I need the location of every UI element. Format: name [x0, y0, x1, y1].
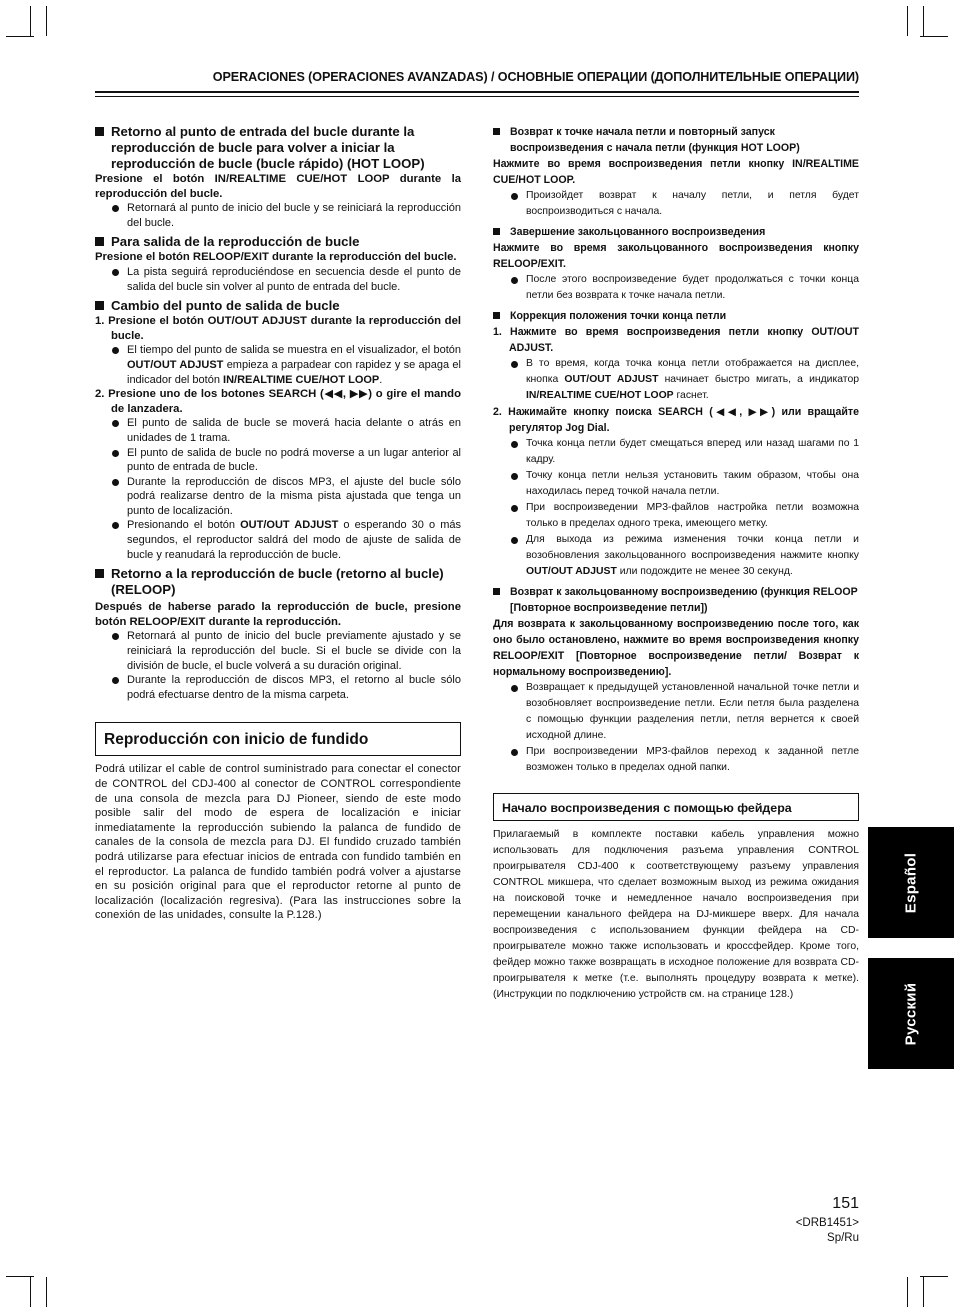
list-item: Retornará al punto de inicio del bucle y se reiniciará la reproducción del bucle.: [95, 201, 461, 230]
square-bullet-icon: [95, 301, 104, 310]
section-title: Завершение закольцованного воспроизведения: [493, 224, 859, 240]
bullet-icon: [112, 677, 119, 684]
fader-start-heading: Reproducción con inicio de fundido: [95, 722, 461, 756]
crop-mark: [30, 6, 31, 36]
section-title: Retorno al punto de entrada del bucle durante la reproducción de bucle para volver a iniciar la reproducción de bucle (bucle rápido) (HOT LOOP): [95, 124, 461, 172]
list-item: Возвращает к предыдущей установленной начальной точке петли и возобновляет воспроизведение петли. Если петля была разделена с помощью функции разделения петли, петля вернется к своей исходной длине.: [493, 680, 859, 744]
page-number: 151: [832, 1195, 859, 1212]
list-item: El punto de salida de bucle se moverá hacia delante o atrás en unidades de 1 trama.: [95, 416, 461, 445]
header-rule: [95, 91, 859, 93]
tab-espanol-label: Español: [902, 852, 920, 913]
crop-mark: [6, 1276, 34, 1277]
list-item: Точка конца петли будет смещаться вперед или назад шагами по 1 кадру.: [493, 436, 859, 468]
list-item: Durante la reproducción de discos MP3, el retorno al bucle sólo podrá efectuarse dentro de la misma carpeta.: [95, 673, 461, 702]
crop-mark: [923, 6, 924, 36]
fader-start-text: Прилагаемый в комплекте поставки кабель управления можно использовать для подключения разъема управления CONTROL проигрывателя CDJ-400 к соответствующему разъему управления CONTROL микшера, что сделает возможным выход из режима ожидания на поисковой точке и немедленное начало воспроизведения при перемещении канального фейдера на DJ-микшере вверх. Для начала воспроизведения с использованием функции фейдера на CD-проигрывателе можно также использовать и кроссфейдер. Кроме того, фейдер можно также возвращать в исходное положение для возврата CD-проигрывателя к метке (т.е. выполнять процедуру возврата к метке). (Инструкции по подключению устройств см. на странице 128.): [493, 829, 859, 1000]
section-title: Retorno a la reproducción de bucle (retorno al bucle) (RELOOP): [95, 566, 461, 598]
list-item: La pista seguirá reproduciéndose en secuencia desde el punto de salida del bucle sin volver al punto de entrada del bucle.: [95, 265, 461, 294]
bullet-icon: [112, 633, 119, 640]
list-item: Presionando el botón OUT/OUT ADJUST o esperando 30 o más segundos, el reproductor saldrá del modo de ajuste de salida de bucle y reanudará la reproducción de bucle.: [95, 518, 461, 562]
bullet-icon: [511, 441, 518, 448]
step: 2. Нажимайте кнопку поиска SEARCH (◀◀, ▶▶) или вращайте регулятор Jog Dial.: [493, 406, 859, 434]
step: 1. Presione el botón OUT/OUT ADJUST durante la reproducción del bucle.: [95, 315, 461, 342]
bullet-icon: [112, 450, 119, 457]
section-title: Возврат к закольцованному воспроизведению (функция RELOOP [Повторное воспроизведение петли]): [493, 584, 859, 616]
list-item: Durante la reproducción de discos MP3, el ajuste del bucle sólo podrá realizarse dentro de la misma pista ajustada que tenga un punto de localización.: [95, 475, 461, 519]
instruction: Presione el botón RELOOP/EXIT durante la reproducción del bucle.: [95, 251, 457, 264]
list-item: После этого воспроизведение будет продолжаться с точки конца петли без возврата к точке начала петли.: [493, 272, 859, 304]
fader-start-text: Podrá utilizar el cable de control suministrado para conectar el conector de CONTROL del CDJ-400 al conector de CONTROL correspondiente de una consola de mezcla para DJ Pioneer, siendo de este modo posible salir del modo de espera de localización e iniciar inmediatamente la reproducción subiendo la palanca de fundido de canales de la consola de mezcla para DJ. El fundido cruzado también podrá utilizarse para efectuar inicios de entrada con fundido también en el reproductor. La palanca de fundido también podrá volver a ajustarse en su posición original para que el reproductor retorne al punto de localización (localización regresiva). (Para las instrucciones sobre la conexión de las unidades, consulte la P.128.): [95, 763, 461, 922]
step: 2. Presione uno de los botones SEARCH (◀◀, ▶▶) o gire el mando de lanzadera.: [95, 388, 461, 415]
tab-russian-label: Русский: [902, 982, 920, 1045]
instruction: Presione el botón IN/REALTIME CUE/HOT LOOP durante la reproducción del bucle.: [95, 173, 461, 200]
list-item: В то время, когда точка конца петли отображается на дисплее, кнопка OUT/OUT ADJUST начинает быстро мигать, а индикатор IN/REALTIME CUE/HOT LOOP гаснет.: [493, 356, 859, 404]
bullet-icon: [511, 685, 518, 692]
document-code: [796, 1216, 859, 1246]
bullet-icon: [511, 361, 518, 368]
instruction: Нажмите во время закольцованного воспроизведения кнопку RELOOP/EXIT.: [493, 242, 859, 270]
bullet-icon: [511, 537, 518, 544]
crop-mark: [46, 1277, 47, 1307]
page-header: OPERACIONES (OPERACIONES AVANZADAS) / ОСНОВНЫЕ ОПЕРАЦИИ (ДОПОЛНИТЕЛЬНЫЕ ОПЕРАЦИИ): [212, 70, 859, 84]
crop-mark: [30, 1277, 31, 1307]
section-title: Cambio del punto de salida de bucle: [95, 298, 461, 314]
square-bullet-icon: [95, 237, 104, 246]
instruction: Нажмите во время воспроизведения петли кнопку IN/REALTIME CUE/HOT LOOP.: [493, 158, 859, 186]
russian-column: [493, 124, 859, 1003]
square-bullet-icon: [493, 128, 500, 135]
doc-code: <DRB1451>: [795, 1217, 859, 1229]
bullet-icon: [511, 193, 518, 200]
bullet-icon: [511, 277, 518, 284]
crop-mark: [923, 1277, 924, 1307]
square-bullet-icon: [95, 127, 104, 136]
crop-mark: [920, 1276, 948, 1277]
section-title: Para salida de la reproducción de bucle: [95, 234, 461, 250]
list-item: Произойдет возврат к началу петли, и петля будет воспроизводиться с начала.: [493, 188, 859, 220]
list-item: Retornará al punto de inicio del bucle previamente ajustado y se reiniciará la reproducción del bucle. Si el bucle se divide con la división de bucle, el bucle volverá a su duración original.: [95, 629, 461, 673]
list-item: El tiempo del punto de salida se muestra en el visualizador, el botón OUT/OUT ADJUST empieza a parpadear con rapidez y se apaga el indicador del botón IN/REALTIME CUE/HOT LOOP.: [95, 343, 461, 387]
tab-russian[interactable]: [868, 958, 954, 1069]
spanish-column: [95, 124, 461, 923]
list-item: Точку конца петли нельзя установить таким образом, чтобы она находилась перед точкой начала петли.: [493, 468, 859, 500]
square-bullet-icon: [493, 588, 500, 595]
instruction: Después de haberse parado la reproducción de bucle, presione botón RELOOP/EXIT durante la reproducción.: [95, 601, 461, 628]
crop-mark: [907, 1277, 908, 1307]
list-item: При воспроизведении MP3-файлов переход к заданной петле возможен только в пределах одной папки.: [493, 744, 859, 776]
bullet-icon: [112, 347, 119, 354]
bullet-icon: [112, 522, 119, 529]
crop-mark: [46, 6, 47, 36]
tab-espanol[interactable]: [868, 827, 954, 938]
crop-mark: [907, 6, 908, 36]
header-rule-thin: [95, 96, 859, 97]
section-title: Возврат к точке начала петли и повторный запуск воспроизведения с начала петли (функция HOT LOOP): [493, 124, 859, 156]
bullet-icon: [511, 749, 518, 756]
square-bullet-icon: [493, 228, 500, 235]
bullet-icon: [511, 473, 518, 480]
fader-start-heading: Начало воспроизведения с помощью фейдера: [493, 793, 859, 821]
square-bullet-icon: [493, 312, 500, 319]
bullet-icon: [112, 479, 119, 486]
doc-lang: Sp/Ru: [827, 1232, 859, 1244]
list-item: Для выхода из режима изменения точки конца петли и возобновления закольцованного воспроизведения нажмите кнопку OUT/OUT ADJUST или подождите не менее 30 секунд.: [493, 532, 859, 580]
crop-mark: [920, 36, 948, 37]
bullet-icon: [112, 269, 119, 276]
section-title: Коррекция положения точки конца петли: [493, 308, 859, 324]
crop-mark: [6, 36, 34, 37]
square-bullet-icon: [95, 569, 104, 578]
bullet-icon: [511, 505, 518, 512]
list-item: При воспроизведении MP3-файлов настройка петли возможна только в пределах одного трека, имеющего метку.: [493, 500, 859, 532]
bullet-icon: [112, 420, 119, 427]
instruction: Для возврата к закольцованному воспроизведению после того, как оно было остановлено, нажмите во время воспроизведения кнопку RELOOP/EXIT [Повторное воспроизведение петли/ Возврат к нормальному воспроизведению].: [493, 618, 859, 678]
list-item: El punto de salida de bucle no podrá moverse a un lugar anterior al punto de entrada de bucle.: [95, 446, 461, 475]
bullet-icon: [112, 205, 119, 212]
step: 1. Нажмите во время воспроизведения петли кнопку OUT/OUT ADJUST.: [493, 326, 859, 354]
